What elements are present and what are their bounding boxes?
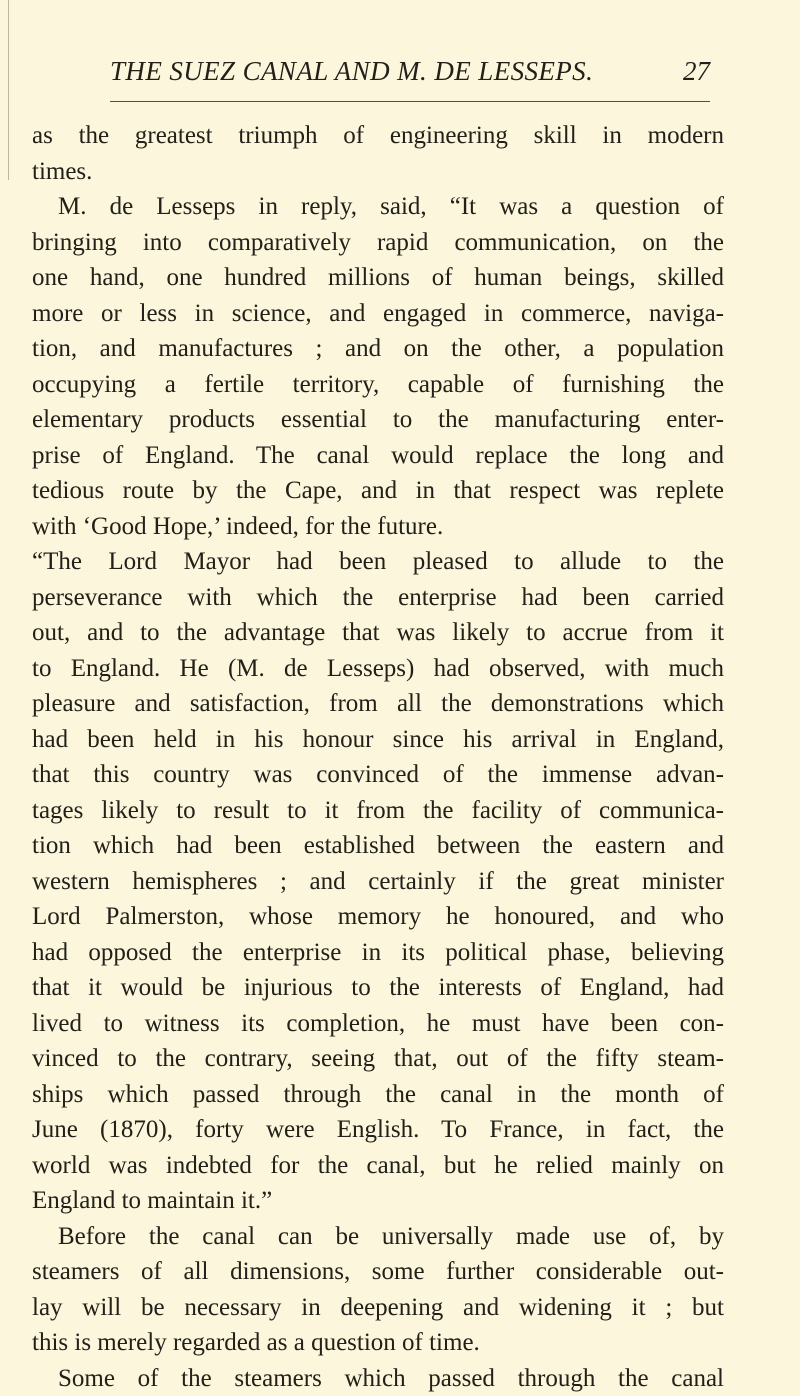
text-line: “The Lord Mayor had been pleased to allude to the [12,544,724,580]
text-line: tages likely to result to it from the facility of communica- [12,793,724,829]
text-line: ships which passed through the canal in the month of [12,1077,724,1113]
text-line: June (1870), forty were English. To France, in fact, the [12,1112,724,1148]
text-line: bringing into comparatively rapid communication, on the [12,225,724,261]
text-line: that it would be injurious to the interests of England, had [12,970,724,1006]
text-line: to England. He (M. de Lesseps) had observed, with much [12,651,724,687]
text-line: lived to witness its completion, he must have been con- [12,1006,724,1042]
text-line: out, and to the advantage that was likely to accrue from it [12,615,724,651]
text-line: that this country was convinced of the immense advan- [12,757,724,793]
text-line: M. de Lesseps in reply, said, “It was a question of [12,189,724,225]
text-line: elementary products essential to the manufacturing enter- [12,402,724,438]
text-line: Lord Palmerston, whose memory he honoured, and who [12,899,724,935]
page-edge-line [8,0,9,180]
header-rule [110,101,710,102]
text-line: Before the canal can be universally made use of, by [12,1219,724,1255]
text-line: tion which had been established between the eastern and [12,828,724,864]
page-number: 27 [683,56,710,87]
body-text [12,118,724,1396]
text-line: western hemispheres ; and certainly if the great minister [12,864,724,900]
text-line: England to maintain it.” [12,1183,724,1219]
text-line: tedious route by the Cape, and in that respect was replete [12,473,724,509]
text-line: perseverance with which the enterprise had been carried [12,580,724,616]
running-title: THE SUEZ CANAL AND M. DE LESSEPS. [110,56,593,87]
text-line: prise of England. The canal would replace the long and [12,438,724,474]
text-line: had opposed the enterprise in its political phase, believing [12,935,724,971]
running-header [64,52,720,92]
text-line: Some of the steamers which passed through the canal [12,1361,724,1396]
text-line: world was indebted for the canal, but he relied mainly on [12,1148,724,1184]
text-line: more or less in science, and engaged in commerce, naviga- [12,296,724,332]
text-line: this is merely regarded as a question of time. [12,1325,724,1361]
text-line: with ‘Good Hope,’ indeed, for the future. [12,509,724,545]
text-line: steamers of all dimensions, some further considerable out- [12,1254,724,1290]
text-line: vinced to the contrary, seeing that, out of the fifty steam- [12,1041,724,1077]
text-line: times. [12,154,724,190]
text-line: tion, and manufactures ; and on the other, a population [12,331,724,367]
text-line: one hand, one hundred millions of human beings, skilled [12,260,724,296]
text-line: lay will be necessary in deepening and widening it ; but [12,1290,724,1326]
text-line: had been held in his honour since his arrival in England, [12,722,724,758]
text-line: as the greatest triumph of engineering skill in modern [12,118,724,154]
text-line: pleasure and satisfaction, from all the demonstrations which [12,686,724,722]
text-line: occupying a fertile territory, capable of furnishing the [12,367,724,403]
